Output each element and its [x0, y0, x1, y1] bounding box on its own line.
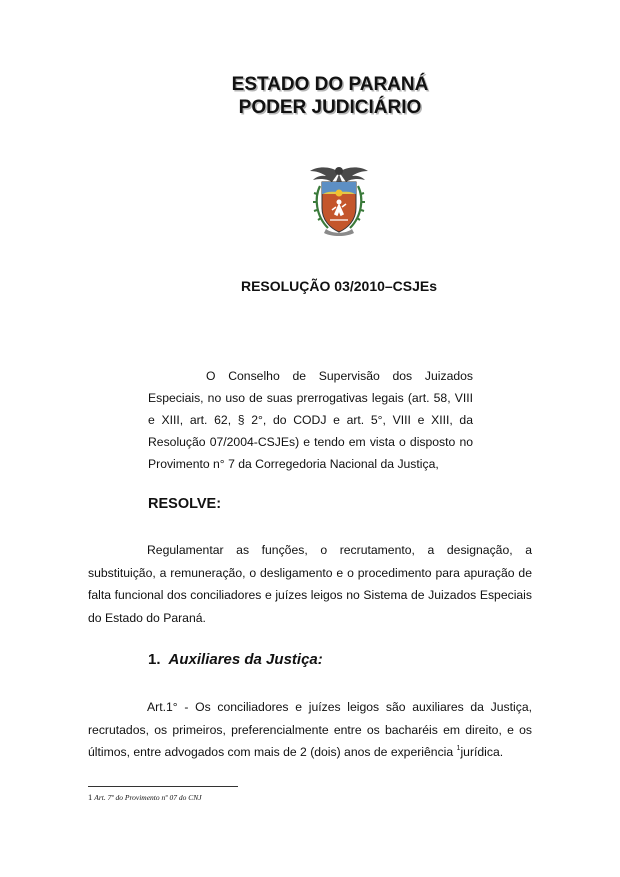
body-paragraph: [88, 539, 532, 629]
footnote: [88, 792, 202, 802]
article-paragraph: [88, 696, 532, 764]
article-text-end: jurídica.: [460, 745, 504, 759]
footnote-reference[interactable]: 1: [456, 745, 461, 752]
resolution-title: RESOLUÇÃO 03/2010–CSJEs: [240, 278, 438, 294]
footnote-divider: [88, 786, 238, 787]
footnote-text: Art. 7º do Provimento nº 07 do CNJ: [94, 793, 202, 802]
preamble-text: O Conselho de Supervisão dos Juizados Especiais, no uso de suas prerrogativas legais (art. 58, VIII e XIII, art. 62, § 2°, do CODJ e art. 5°, VIII e XIII, da Resolução 07/2004-CSJEs) e tendo em vista o disposto no Provimento n° 7 da Corregedoria Nacional da Justiça,: [148, 369, 473, 471]
section-title: Auxiliares da Justiça:: [168, 651, 323, 668]
section-number: 1.: [148, 651, 161, 668]
article-text: Art.1° - Os conciliadores e juízes leigos são auxiliares da Justiça, recrutados, os primeiros, preferencialmente entre os bacharéis em direito, e os últimos, entre advogados com mais de 2 (dois) anos de experiência: [88, 700, 532, 759]
resolve-heading: RESOLVE:: [148, 496, 222, 512]
section-heading: [148, 651, 323, 668]
header-judiciary: PODER JUDICIÁRIO: [238, 97, 422, 118]
parana-coat-of-arms-icon: [308, 162, 370, 236]
footnote-number: 1: [88, 792, 93, 802]
paragraph-text: Regulamentar as funções, o recrutamento, a designação, a substituição, a remuneração, o desligamento e o procedimento para apuração de falta funcional dos conciliadores e juízes leigos no Sistema de Juizados Especiais do Estado do Paraná.: [88, 543, 532, 625]
preamble-paragraph: [148, 365, 473, 475]
header-state: ESTADO DO PARANÁ: [231, 74, 429, 95]
